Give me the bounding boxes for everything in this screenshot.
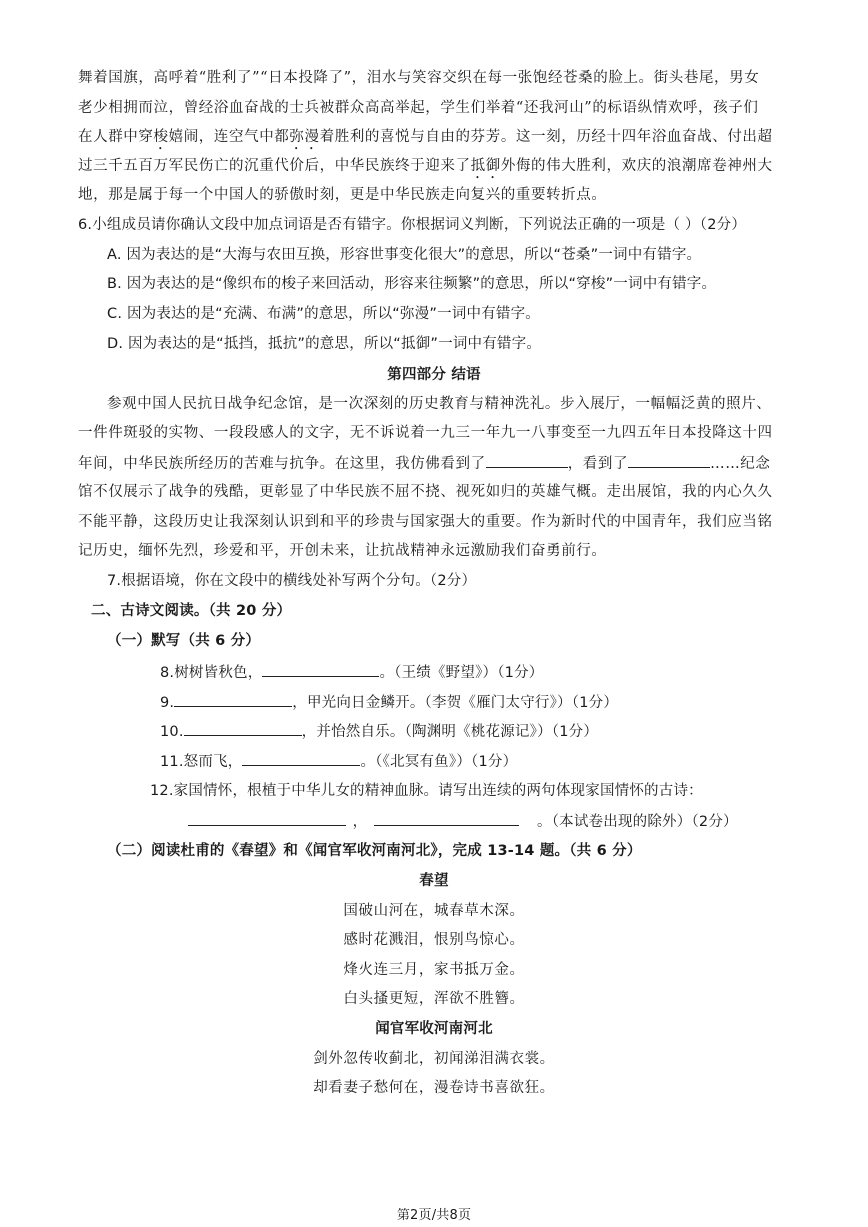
passage-line: 不能平静，这段历史让我深刻认识到和平的珍贵与国家强大的重要。作为新时代的中国青年，我们应当铭: [78, 514, 773, 530]
answer-blank[interactable]: [486, 453, 568, 468]
passage-line: 馆不仅展示了战争的残酷，更彰显了中华民族不屈不挠、视死如归的英雄气概。走出展馆，我的内心久久: [78, 484, 773, 500]
passage-line: 记历史，缅怀先烈，珍爱和平，开创未来，让抗战精神永远激励我们奋勇前行。: [78, 543, 607, 559]
q6-option-a: A. 因为表达的是“大海与农田互换，形容世事变化很大”的意思，所以“苍桑”一词中有错字。: [107, 247, 702, 263]
question-6-stem: 6.小组成员请你确认文段中加点词语是否有错字。你根据词义判断，下列说法正确的一项是（ ）（2分）: [78, 217, 747, 233]
answer-blank[interactable]: [174, 692, 292, 707]
passage-text: ，看到了: [567, 456, 629, 472]
passage-text: 在人群中穿: [78, 129, 154, 145]
question-8: [160, 662, 544, 683]
question-text: 。（《北冥有鱼》）（1分）: [360, 754, 518, 770]
answer-blank[interactable]: [242, 751, 360, 766]
passage-line: [78, 453, 771, 474]
answer-blank[interactable]: [374, 811, 519, 826]
passage-line: [78, 127, 773, 153]
q6-option-b: B. 因为表达的是“像织布的梭子来回活动，形容来往频繁”的意思，所以“穿梭”一词中有错字。: [107, 276, 717, 292]
question-9: [160, 692, 618, 713]
question-7: 7.根据语境，你在文段中的横线处补写两个分句。（2分）: [107, 573, 477, 589]
passage-text: 年间，中华民族所经历的苦难与抗争。在这里，我仿佛看到了: [78, 456, 486, 472]
passage-text: 过三千五百万军民伤亡的沉重代价后，中华民族终于迎来了: [78, 158, 471, 174]
poem-title: 春望: [419, 873, 449, 889]
passage-line: [78, 156, 773, 182]
answer-blank[interactable]: [184, 721, 302, 736]
question-text: ，: [352, 814, 368, 830]
poem-title: 闻官军收河南河北: [375, 1021, 493, 1037]
dotted-word: 抵御: [470, 158, 501, 174]
question-text: 10.: [160, 724, 184, 740]
question-text: 。（王绩《野望》）（1分）: [379, 665, 544, 681]
subsection-title: （二）阅读杜甫的《春望》和《闻官军收河南河北》，完成 13-14 题。（共 6 分）: [107, 843, 642, 859]
question-text: 。（本试卷出现的除外）（2分）: [537, 814, 738, 830]
poem-line: 白头搔更短，浑欲不胜簪。: [343, 991, 525, 1007]
passage-text: 嬉闹，连空气中都: [168, 129, 290, 145]
passage-text: 外侮的伟大胜利，欢庆的浪潮席卷神州大: [500, 158, 773, 174]
q6-option-d: D. 因为表达的是“抵挡，抵抗”的意思，所以“抵御”一词中有错字。: [107, 336, 542, 352]
question-text: ，并怡然自乐。（陶渊明《桃花源记》）（1分）: [301, 724, 599, 740]
question-text: ，甲光向日金鳞开。（李贺《雁门太守行》）（1分）: [292, 695, 619, 711]
question-text: 8.树树皆秋色，: [160, 665, 263, 681]
passage-line: 舞着国旗，高呼着“胜利了”“日本投降了”，泪水与笑容交织在每一张饱经苍桑的脸上。街头巷尾，男女: [78, 70, 760, 86]
dotted-word: 弥漫: [289, 129, 320, 145]
poem-line: 国破山河在，城春草木深。: [343, 903, 525, 919]
passage-line: 一件件斑驳的实物、一段段感人的文字，无不诉说着一九三一年九一八事变至一九四五年日本投降这十四: [78, 425, 773, 441]
question-11: [160, 751, 517, 772]
dotted-word: 梭: [153, 129, 169, 145]
poem-line: 感时花溅泪，恨别鸟惊心。: [343, 932, 525, 948]
section-title: 第四部分 结语: [387, 367, 481, 383]
passage-text: 着胜利的喜悦与自由的芬芳。这一刻，历经十四年浴血奋战、付出超: [319, 129, 773, 145]
passage-line: 老少相拥而泣，曾经浴血奋战的士兵被群众高高举起，学生们举着“还我河山”的标语纵情欢呼，孩子们: [78, 100, 759, 116]
section-title: 二、古诗文阅读。（共 20 分）: [91, 603, 292, 619]
q6-option-c: C. 因为表达的是“充满、布满”的意思，所以“弥漫”一词中有错字。: [107, 306, 540, 322]
subsection-title: （一）默写（共 6 分）: [107, 633, 261, 649]
question-12: 12.家国情怀，根植于中华儿女的精神血脉。请写出连续的两句体现家国情怀的古诗：: [150, 783, 703, 799]
poem-line: 剑外忽传收蓟北，初闻涕泪满衣裳。: [313, 1051, 555, 1067]
question-12-answer-line: [188, 811, 738, 832]
question-text: 9.: [160, 695, 175, 711]
answer-blank[interactable]: [188, 811, 346, 826]
passage-text: ……纪念: [710, 456, 771, 472]
passage-line: 地，那是属于每一个中国人的骄傲时刻，更是中华民族走向复兴的重要转折点。: [78, 187, 607, 203]
poem-line: 却看妻子愁何在，漫卷诗书喜欲狂。: [313, 1080, 555, 1096]
passage-line: 参观中国人民抗日战争纪念馆，是一次深刻的历史教育与精神洗礼。步入展厅，一幅幅泛黄的照片、: [107, 396, 772, 412]
question-text: 11.怒而飞，: [160, 754, 243, 770]
poem-line: 烽火连三月，家书抵万金。: [343, 962, 525, 978]
question-10: [160, 721, 598, 742]
answer-blank[interactable]: [628, 453, 710, 468]
answer-blank[interactable]: [262, 662, 379, 677]
page-footer: 第2页/共8页: [396, 1208, 472, 1223]
